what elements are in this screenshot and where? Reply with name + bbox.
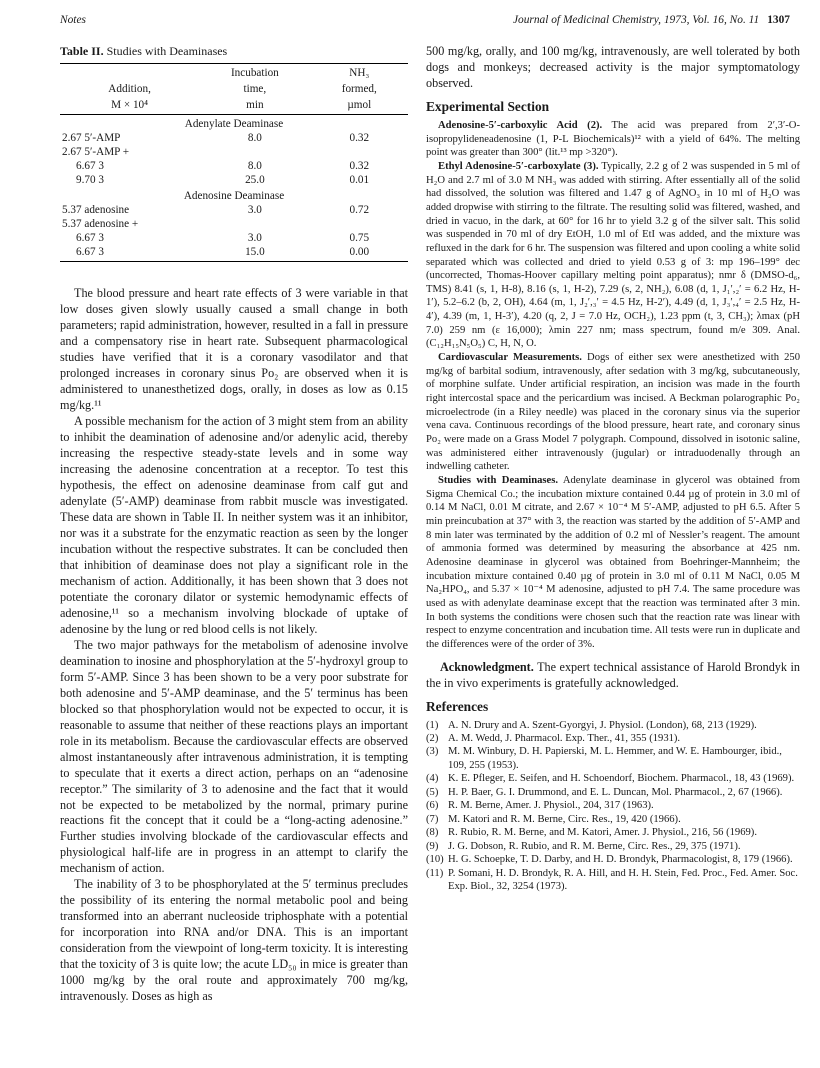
reference-number: (2) <box>426 732 439 744</box>
reference-text: R. Rubio, R. M. Berne, and M. Katori, Amer. J. Physiol., 216, 56 (1969). <box>448 827 757 839</box>
reference-item <box>426 813 800 826</box>
paragraph-run-in-head: Ethyl Adenosine-5′-carboxylate (3). <box>438 160 599 172</box>
experimental-paragraph <box>426 119 800 160</box>
table-section-title: Adenosine Deaminase <box>183 190 285 202</box>
reference-item <box>426 772 800 785</box>
cell-addition: 6.67 3 <box>60 245 199 262</box>
paragraph-run-in-head: Cardiovascular Measurements. <box>438 352 582 364</box>
table-caption <box>60 44 408 59</box>
journal-name: Journal of Medicinal Chemistry, 1973, Vol. 16, No. 11 <box>512 14 760 26</box>
experimental-paragraph <box>426 160 800 351</box>
reference-text: K. E. Pfleger, E. Seifen, and H. Schoendorf, Biochem. Pharmacol., 18, 43 (1969). <box>448 773 795 785</box>
header-addition-blank <box>60 64 199 82</box>
deaminase-table <box>60 63 408 262</box>
reference-text: A. N. Drury and A. Szent-Gyorgyi, J. Physiol. (London), 68, 213 (1929). <box>448 719 757 731</box>
header-nh3-l2: formed, <box>341 83 377 95</box>
table-row <box>60 231 408 245</box>
cell-nh3: 0.32 <box>349 160 370 172</box>
cell-addition: 5.37 adenosine <box>62 204 130 216</box>
reference-text: P. Somani, H. D. Brondyk, R. A. Hill, and H. H. Stein, Fed. Proc., Fed. Amer. Soc. Exp. Biol., 32, 3254 (1973). <box>448 867 798 892</box>
paragraph-run-in-head: Adenosine-5′-carboxylic Acid (2). <box>438 119 603 131</box>
cell-nh3: 0.75 <box>349 232 370 244</box>
table-row <box>60 145 408 159</box>
cell-nh3: 0.72 <box>349 204 370 216</box>
continued-paragraph: 500 mg/kg, orally, and 100 mg/kg, intravenously, are well tolerated by both dogs and monkeys; decreased activity is the major symptomatology observed. <box>426 44 800 90</box>
reference-number: (10) <box>426 854 444 866</box>
header-time-l1: Incubation <box>199 64 310 82</box>
experimental-text <box>426 119 800 652</box>
reference-number: (1) <box>426 719 439 731</box>
cell-addition: 2.67 5′-AMP + <box>62 146 130 158</box>
table-section-row <box>60 187 408 203</box>
paragraph-body: Typically, 2.2 g of 2 was suspended in 5 ml of H₂O and 2.7 ml of 3.0 M NH₃ was added with stirring. After essentially all of the solid had dissolved, the solution was filtered and 1.47 g of AgNO₃ in 10 ml of H₂O was added dropwise with stirring to the filtrate. The resulting solid was filtered, washed, and dried in vacuo, in the dark, at 60° for 16 hr to yield 3.2 g of the silver salt. This solid was suspended in 70 ml of dry EtOH, 1.0 ml of EtI was added, and the mixture was refluxed in the dark for 6 hr. The suspension was filtered and upon cooling a white solid separated which was collected and dried to yield 0.53 g of 3: mp 196–199° dec (uncorrected, Thomas-Hoover capillary melting point apparatus); nmr δ (DMSO-d₆, TMS) 8.41 (s, 1, H-8), 8.16 (s, 1, H-2), 7.29 (s, 2, NH₂), 6.08 (d, 1, J₁′,₂′ = 6.2 Hz, H-1′), 5.2–6.2 (b, 2, OH), 4.64 (m, 1, J₂′,₃′ = 4.5 Hz, H-2′), 4.49 (d, 1, J₃′,₄′ = 2.5 Hz, H-4′), 4.39 (m, 1, H-3′), 4.20 (q, 2, J = 7.0 Hz, OCH₂), 1.23 ppm (t, 3, CH₃); λmax (pH 7.0) 259 nm (ε 16,000); λmin 227 nm; mass spectrum, found m/e 309. Anal. (C₁₂H₁₅N₅O₅) C, H, N, O. <box>426 160 800 350</box>
body-paragraph: The inability of 3 to be phosphorylated at the 5′ terminus precludes the possibility of its entering the normal metabolic pool and being transformed into an aberrant nucleoside triphosphate with a potential for incorporation into RNA and/or DNA. This is an important consideration from the viewpoint of long-term toxicity. It is interesting that the toxicity of 3 is quite low; the acute LD₅₀ in mice is greater than 1000 mg/kg by the oral route and approximately 700 mg/kg, intravenously. Doses as high as <box>60 877 408 1004</box>
right-column <box>426 44 800 893</box>
cell-time <box>199 145 310 159</box>
table-row <box>60 159 408 173</box>
cell-time: 15.0 <box>199 245 310 262</box>
cell-time: 3.0 <box>247 204 262 216</box>
reference-text: M. M. Winbury, D. H. Papierski, M. L. Hemmer, and W. E. Hambourger, ibid., 109, 255 (1953). <box>448 746 782 771</box>
table-row <box>60 217 408 231</box>
reference-text: H. G. Schoepke, T. D. Darby, and H. D. Brondyk, Pharmacologist, 8, 179 (1966). <box>448 854 793 866</box>
table-row <box>60 131 408 145</box>
acknowledgment-text <box>426 660 800 690</box>
body-paragraph: The two major pathways for the metabolism of adenosine involve deamination to inosine and phosphorylation at the 5′-hydroxyl group to form 5′-AMP. Since 3 has been shown to be a very poor substrate for both adenosine and 5′-AMP deaminase, and the 5′ terminus has been blocked so that phosphorylation would not be expected to occur, it is reasonable to assume that neither of these reactions plays an important role in its metabolism. Because the cardiovascular effects are observed almost instantaneously after intravenous administration, it is tempting to speculate that it exerts a direct action, perhaps on an “adenosine receptor.” The similarity of 3 to adenosine and the fact that it would not be expected to be metabolized by the normal, primary purine reactions fit the concept that it could be a “long-acting adenosine.” Further studies involving blockade of the cardiovascular effects and physiological half-life are in progress in an attempt to clarify the mechanism of action. <box>60 637 408 876</box>
left-column <box>60 44 408 1005</box>
paragraph-body: Adenylate deaminase in glycerol was obtained from Sigma Chemical Co.; the incubation mixture contained 0.44 µg of protein in 3.0 ml of 0.14 M NaCl, 0.01 M citrate, and 2.67 × 10⁻⁴ M 5′-AMP, adjusted to pH 6.5. After 5 min preincubation at 37° with 3, the reaction was started by the addition of 5′-AMP and 8 min later was terminated by the addition of 0.2 ml of Nessler’s reagent. The amount of ammonia formed was determined by measuring the absorbance at 425 nm. Adenosine deaminase in glycerol was obtained from Boehringer-Mannheim; the incubation mixture contained 0.40 µg of protein in 3.0 ml of 0.11 M NaCl, 0.05 M Na₂HPO₄, and 5.37 × 10⁻⁴ M adenosine, adjusted to pH 7.4. The same procedure was used as with adenylate deaminase except that the reaction was terminated after 3 min. In both systems the conditions were chosen such that the reaction rate was linear with respect to enzyme concentration and incubation time. All tests were run in duplicate and the differences were of the order of 3%. <box>426 475 800 650</box>
header-time-l2: time, <box>243 83 267 95</box>
reference-number: (6) <box>426 800 439 812</box>
acknowledgment-head: Acknowledgment. <box>440 659 534 674</box>
running-header <box>60 14 790 30</box>
reference-item <box>426 745 800 772</box>
cell-addition: 2.67 5′-AMP <box>62 132 121 144</box>
table-body <box>60 115 408 262</box>
table-caption-text: Studies with Deaminases <box>106 44 228 58</box>
reference-list <box>426 719 800 894</box>
reference-number: (4) <box>426 773 439 785</box>
table-caption-label: Table II. <box>60 44 104 58</box>
header-time-l3: min <box>199 97 310 115</box>
experimental-heading: Experimental Section <box>426 98 550 114</box>
cell-addition: 6.67 3 <box>76 160 104 172</box>
table-row <box>60 173 408 187</box>
cell-addition: 9.70 3 <box>76 174 104 186</box>
cell-time: 25.0 <box>245 174 265 186</box>
reference-number: (9) <box>426 840 439 852</box>
cell-time <box>199 217 310 231</box>
paragraph-body: The acid was prepared from 2′,3′-O-isopropylideneadenosine (1, P-L Biochemicals)¹² with a yield of 64%. The melting point was greater than 300° (lit.¹³ mp >320°). <box>426 119 800 159</box>
journal-citation <box>513 14 790 26</box>
header-addition-l1: Addition, <box>108 83 151 95</box>
references-heading: References <box>426 698 489 714</box>
cell-time: 8.0 <box>247 132 262 144</box>
reference-item <box>426 853 800 866</box>
table-section-title: Adenylate Deaminase <box>184 118 284 130</box>
reference-item <box>426 867 800 894</box>
header-nh3-l1: NH₃ <box>311 64 408 82</box>
cell-time: 3.0 <box>247 232 262 244</box>
reference-number: (3) <box>426 746 439 758</box>
cell-nh3: 0.01 <box>349 174 370 186</box>
body-paragraph: The blood pressure and heart rate effects of 3 were variable in that low doses given slowly usually caused a small change in both parameters; rapid administration, however, resulted in a fall in pressure and a compensatory rise in heart rate. Subsequent pharmacological studies have verified that it is a coronary vasodilator and that prolonged increases in coronary sinus Po₂ are observed when it is administered to unanesthetized dogs, orally, in doses as low as 0.15 mg/kg.¹¹ <box>60 286 408 412</box>
header-addition-l2: M × 10⁴ <box>60 97 199 115</box>
body-paragraph: A possible mechanism for the action of 3 might stem from an ability to inhibit the deamination of adenosine and/or adenylic acid, thereby increasing the respective steady-state levels and in some way increasing the adenosine concentration at a receptor. To test this hypothesis, the effect on adenosine deaminase from calf gut and adenylate (5′-AMP) deaminase from rabbit muscle was investigated. These data are shown in Table II. In neither system was it an inhibitor, nor was it a substrate for the enzymatic reaction as seen by the longer incubation without the respective substrates. It can be concluded then that inhibition of deaminase does not play a significant role in the mechanism of action. Additionally, it has been shown that 3 does not potentiate the coronary dilator or systemic hemodynamic effects of adenosine,¹¹ so a mechanism involving blockade of uptake of adenosine by the lung or red blood cells is not likely. <box>60 413 408 636</box>
reference-item <box>426 826 800 839</box>
reference-item <box>426 799 800 812</box>
discussion-text <box>60 286 408 1005</box>
reference-number: (7) <box>426 813 439 825</box>
cell-time: 8.0 <box>247 160 262 172</box>
reference-item <box>426 732 800 745</box>
acknowledgment <box>426 660 800 692</box>
paragraph-run-in-head: Studies with Deaminases. <box>438 475 558 487</box>
reference-number: (11) <box>426 867 444 879</box>
table-row <box>60 203 408 217</box>
reference-text: J. G. Dobson, R. Rubio, and R. M. Berne, Circ. Res., 29, 375 (1971). <box>448 840 741 852</box>
acknowledgment-body: The expert technical assistance of Harold Brondyk in the in vivo experiments is gratefully acknowledged. <box>426 659 800 690</box>
table-row <box>60 245 408 262</box>
reference-number: (8) <box>426 827 439 839</box>
experimental-paragraph <box>426 351 800 474</box>
reference-text: A. M. Wedd, J. Pharmacol. Exp. Ther., 41, 355 (1931). <box>448 732 681 744</box>
experimental-paragraph <box>426 474 800 652</box>
reference-text: M. Katori and R. M. Berne, Circ. Res., 19, 420 (1966). <box>448 813 681 825</box>
reference-text: R. M. Berne, Amer. J. Physiol., 204, 317 (1963). <box>448 800 654 812</box>
reference-item <box>426 840 800 853</box>
section-label: Notes <box>60 14 86 26</box>
reference-item <box>426 719 800 732</box>
cell-nh3: 0.32 <box>349 132 370 144</box>
reference-item <box>426 786 800 799</box>
paragraph-body: Dogs of either sex were anesthetized with 250 mg/kg of barbital sodium, intravenously, after sedation with 3 mg/kg, subcutaneously, of morphine sulfate. Under artificial respiration, an incision was made in the fourth right intercostal space and the pericardium was incised. A Beckman polarographic Po₂ microelectrode (in a Riley needle) was placed in the coronary sinus via the superior vena cava. Continuous recordings of the blood pressure, heart rate, and coronary sinus Po₂ were made on a Grass Model 7 polygraph. Compound, dissolved in isotonic saline, was administered either intravenously (jugular) or intraduodenally through an indwelling catheter. <box>426 352 801 473</box>
reference-text: H. P. Baer, G. I. Drummond, and E. L. Duncan, Mol. Pharmacol., 2, 67 (1966). <box>448 786 783 798</box>
cell-addition: 5.37 adenosine + <box>62 218 139 230</box>
header-nh3-l3: µmol <box>311 97 408 115</box>
cell-nh3 <box>311 145 408 159</box>
table-section-row <box>60 115 408 132</box>
cell-nh3: 0.00 <box>311 245 408 262</box>
reference-number: (5) <box>426 786 439 798</box>
page-number: 1307 <box>767 14 790 26</box>
cell-addition: 6.67 3 <box>76 232 104 244</box>
cell-nh3 <box>311 217 408 231</box>
